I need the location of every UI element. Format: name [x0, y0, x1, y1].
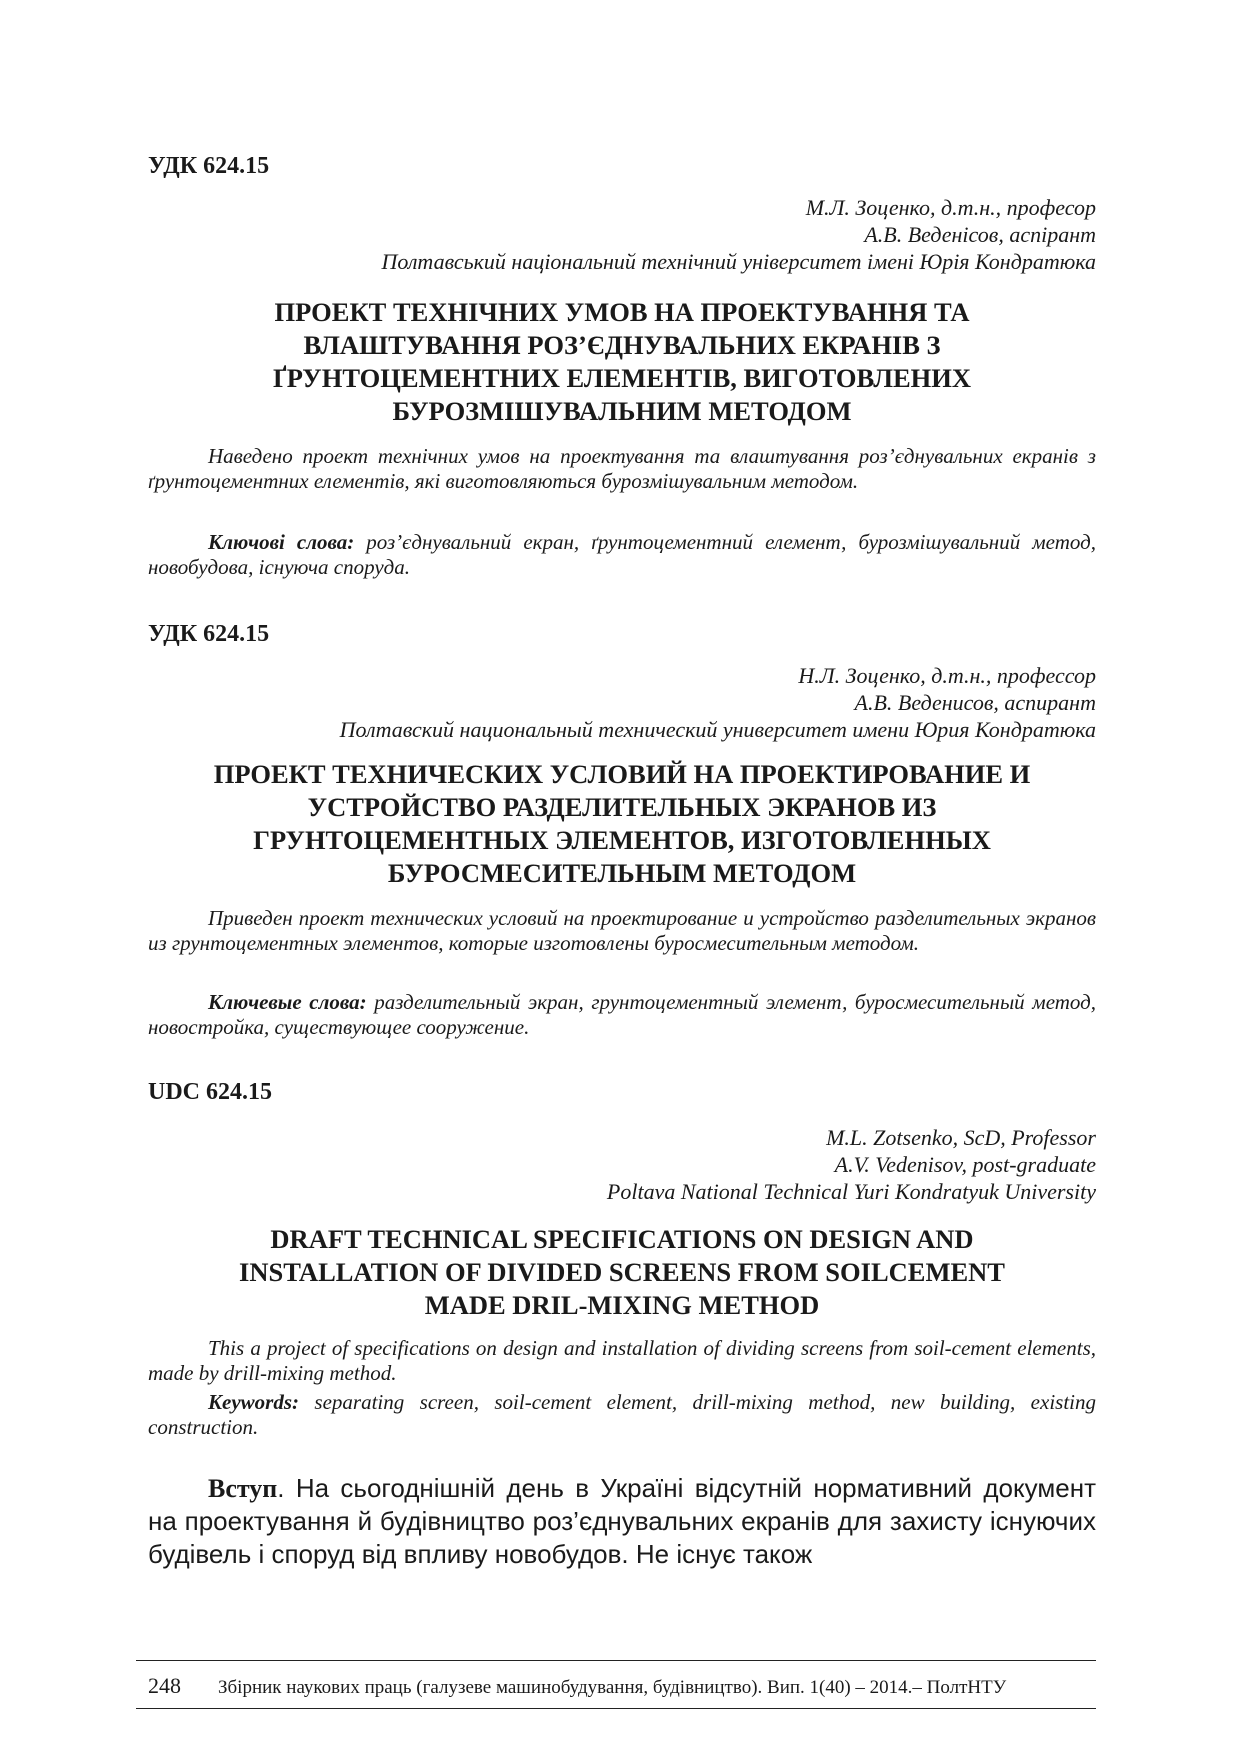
- title-line: MADE DRIL-MIXING METHOD: [424, 1290, 820, 1320]
- byline-ukr: [148, 194, 1096, 275]
- page-number: 248: [148, 1673, 181, 1698]
- byline-eng: [148, 1124, 1096, 1205]
- keywords-label: Ключевые слова:: [208, 990, 367, 1014]
- udc-eng: UDC 624.15: [148, 1079, 272, 1105]
- affiliation: Полтавський національний технічний університет імені Юрія Кондратюка: [381, 249, 1096, 274]
- affiliation: Полтавский национальный технический университет имени Юрия Кондратюка: [339, 717, 1096, 742]
- journal-page: [148, 0, 1096, 1754]
- keywords-ukr: [148, 530, 1096, 580]
- keywords-rus: [148, 990, 1096, 1040]
- abstract-rus: Приведен проект технических условий на проектирование и устройство разделительных экранов из грунтоцементных элементов, которые изготовлены буросмесительным методом.: [148, 906, 1096, 955]
- title-line: ПРОЕКТ ТЕХНІЧНИХ УМОВ НА ПРОЕКТУВАННЯ ТА: [274, 297, 970, 327]
- intro-lead: Вступ: [208, 1474, 278, 1503]
- keywords-label: Ключові слова:: [208, 530, 355, 554]
- title-eng: [148, 1223, 1096, 1322]
- intro-text: . На сьогоднішній день в Україні відсутній нормативний документ на проектування й будівництво роз’єднувальних екранів для захисту існуючих будівель і споруд від впливу новобудов. Не існує також: [148, 1473, 1096, 1569]
- title-line: INSTALLATION OF DIVIDED SCREENS FROM SOILCEMENT: [239, 1257, 1005, 1287]
- intro-paragraph: [148, 1472, 1096, 1571]
- journal-citation: Збірник наукових праць (галузеве машинобудування, будівництво). Вип. 1(40) – 2014.– ПолтНТУ: [218, 1677, 1007, 1698]
- byline-rus: [148, 662, 1096, 743]
- title-rus: [148, 758, 1096, 890]
- author-line: М.Л. Зоценко, д.т.н., професор: [805, 195, 1096, 220]
- page-footer: [148, 1674, 1096, 1700]
- title-line: ҐРУНТОЦЕМЕНТНИХ ЕЛЕМЕНТІВ, ВИГОТОВЛЕНИХ: [272, 363, 971, 393]
- title-line: ВЛАШТУВАННЯ РОЗ’ЄДНУВАЛЬНИХ ЕКРАНІВ З: [303, 330, 941, 360]
- author-line: А.В. Веденісов, аспірант: [864, 222, 1096, 247]
- affiliation: Poltava National Technical Yuri Kondratyuk University: [606, 1179, 1096, 1204]
- author-line: А.В. Веденисов, аспирант: [854, 690, 1096, 715]
- keywords-text: роз’єднувальний екран, ґрунтоцементний елемент, бурозмішувальний метод, новобудова, існуюча споруда.: [148, 530, 1096, 579]
- title-ukr: [148, 296, 1096, 428]
- udc-ukr: УДК 624.15: [148, 153, 270, 179]
- footer-rule-top: [136, 1660, 1096, 1661]
- abstract-eng: This a project of specifications on design and installation of dividing screens from soil-cement elements, made by drill-mixing method.: [148, 1336, 1096, 1385]
- title-line: БУРОСМЕСИТЕЛЬНЫМ МЕТОДОМ: [387, 858, 857, 888]
- author-line: M.L. Zotsenko, ScD, Professor: [826, 1125, 1096, 1150]
- udc-rus: УДК 624.15: [148, 621, 270, 647]
- keywords-text: разделительный экран, грунтоцементный элемент, буросмесительный метод, новостройка, существующее сооружение.: [148, 990, 1096, 1039]
- title-line: ГРУНТОЦЕМЕНТНЫХ ЭЛЕМЕНТОВ, ИЗГОТОВЛЕННЫХ: [253, 825, 991, 855]
- title-line: DRAFT TECHNICAL SPECIFICATIONS ON DESIGN AND: [270, 1224, 974, 1254]
- keywords-eng: [148, 1390, 1096, 1440]
- title-line: УСТРОЙСТВО РАЗДЕЛИТЕЛЬНЫХ ЭКРАНОВ ИЗ: [307, 792, 937, 822]
- keywords-text: separating screen, soil-cement element, drill-mixing method, new building, existing construction.: [148, 1390, 1097, 1439]
- author-line: A.V. Vedenisov, post-graduate: [834, 1152, 1096, 1177]
- author-line: Н.Л. Зоценко, д.т.н., профессор: [798, 663, 1096, 688]
- abstract-ukr: Наведено проект технічних умов на проектування та влаштування роз’єднувальних екранів з ґрунтоцементних елементів, які виготовляються бурозмішувальним методом.: [148, 444, 1096, 493]
- title-line: БУРОЗМІШУВАЛЬНИМ МЕТОДОМ: [392, 396, 852, 426]
- keywords-label: Keywords:: [208, 1390, 299, 1414]
- title-line: ПРОЕКТ ТЕХНИЧЕСКИХ УСЛОВИЙ НА ПРОЕКТИРОВАНИЕ И: [213, 759, 1031, 789]
- footer-rule-bottom: [136, 1708, 1096, 1709]
